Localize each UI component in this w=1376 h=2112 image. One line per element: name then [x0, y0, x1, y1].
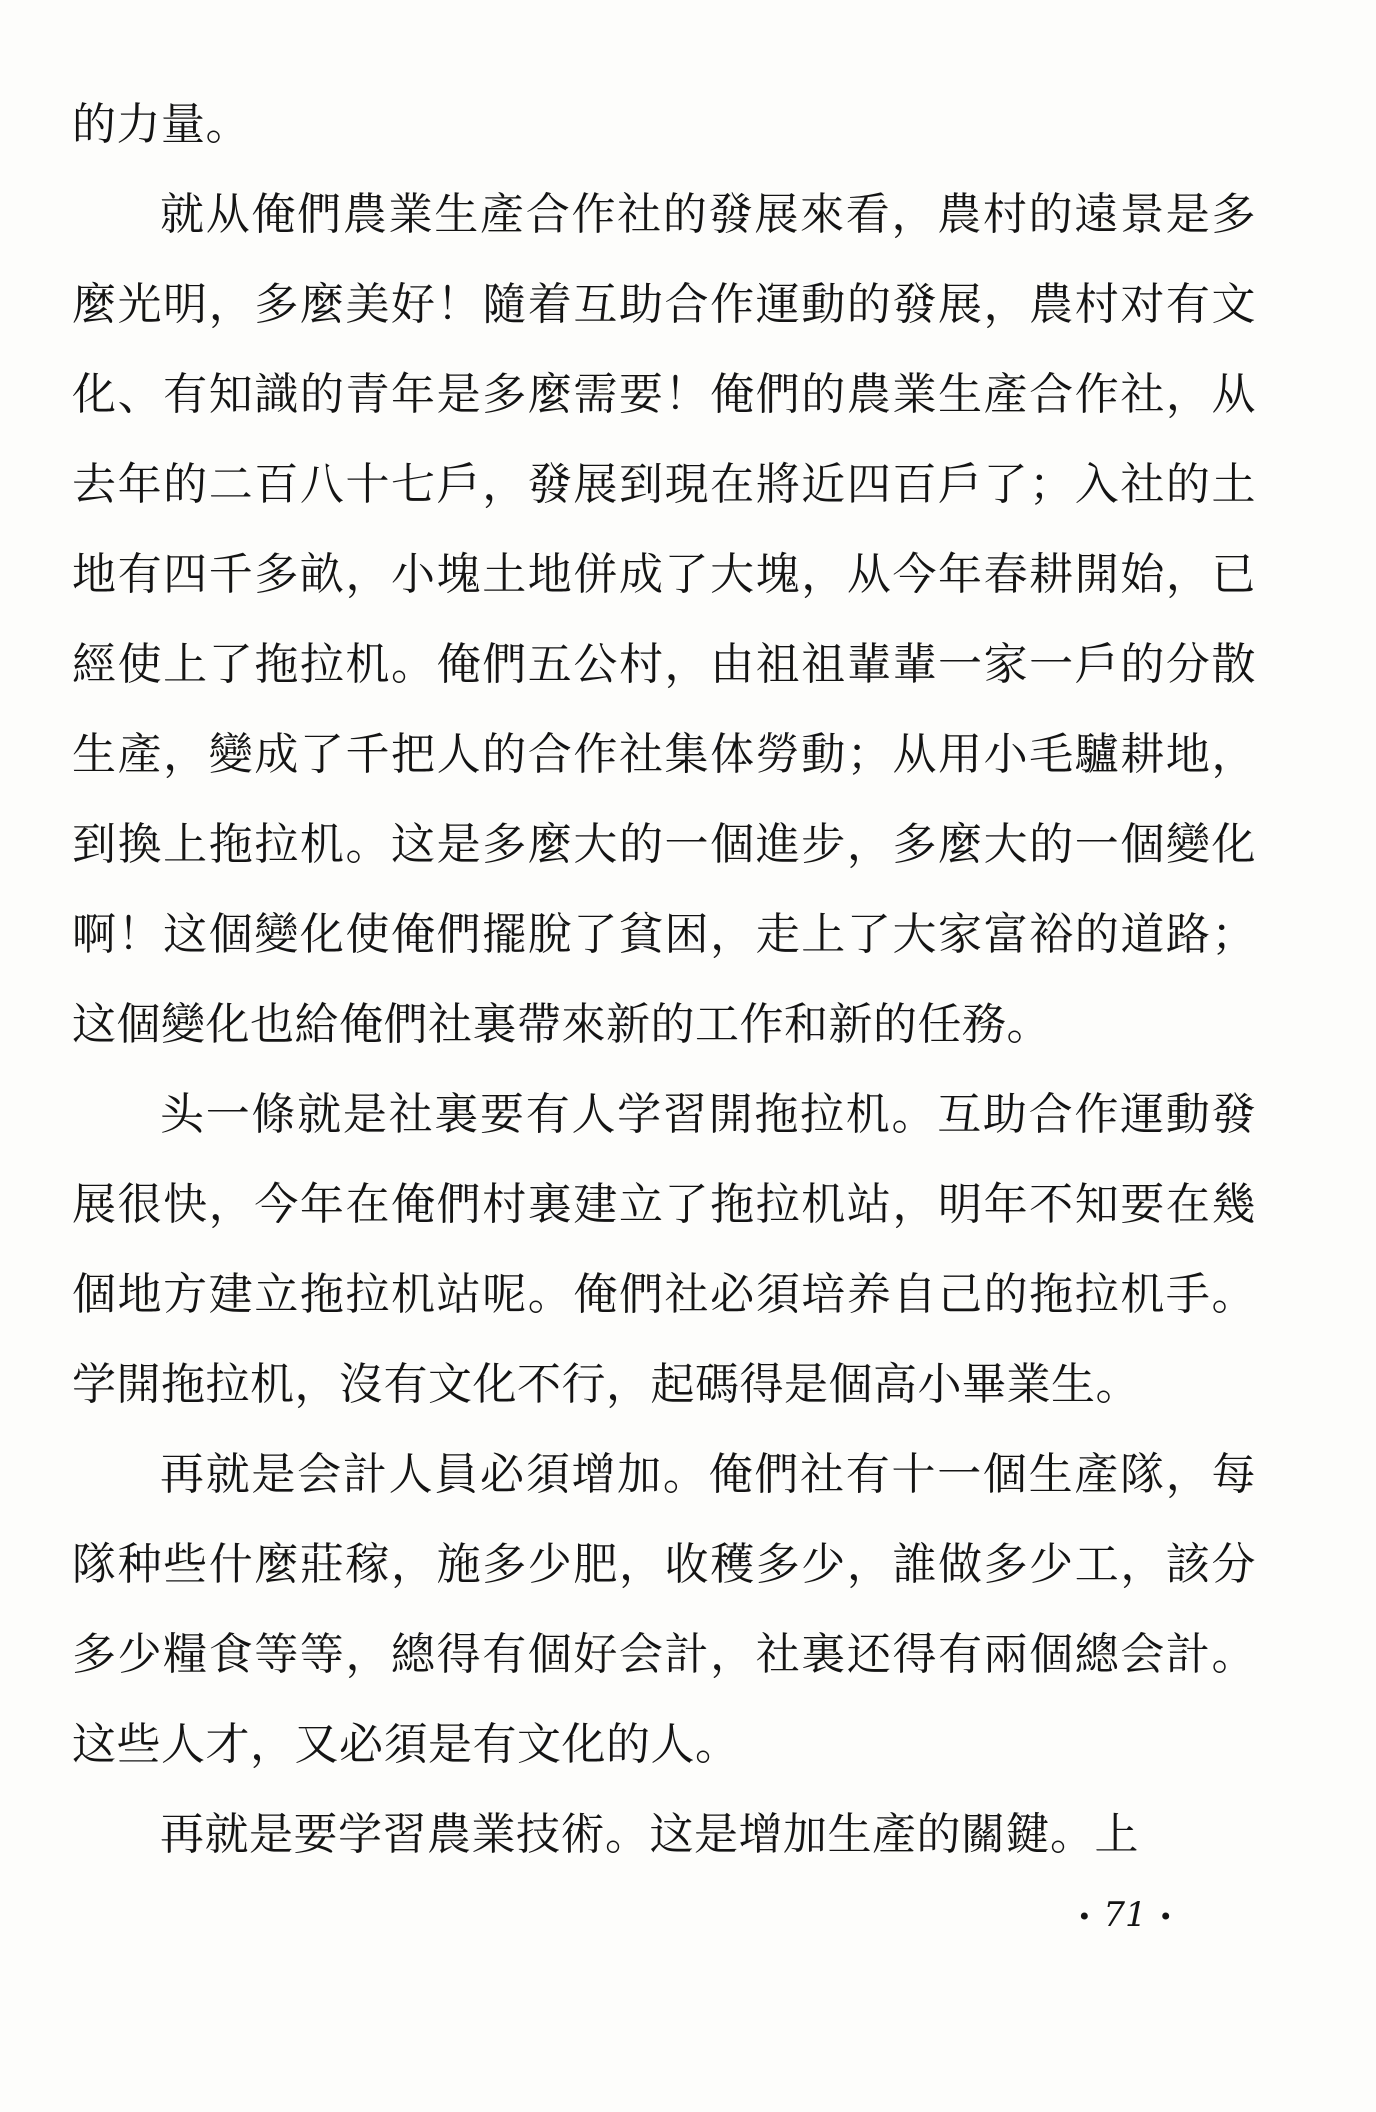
page-number-value: 71	[1103, 1895, 1147, 1935]
paragraph-agri-technique: 再就是要学習農業技術。这是增加生產的關鍵。上	[160, 1809, 1139, 1860]
page-number	[1050, 1895, 1200, 1935]
page-number-dot-right: •	[1158, 1903, 1173, 1931]
page-number-dot-left: •	[1077, 1903, 1092, 1931]
paragraph-accountants: 再就是会計人員必須增加。俺們社有十一個生產隊，每隊种些什麼莊稼，施多少肥，收穫多少，誰做多少工，該分多少糧食等等，總得有個好会計，社裏还得有兩個總会計。这些人才，又必須是有文化的人。	[72, 1449, 1256, 1770]
paragraph-farm-prospects: 就从俺們農業生產合作社的發展來看，農村的遠景是多麼光明，多麼美好！隨着互助合作運動的發展，農村对有文化、有知識的青年是多麼需要！俺們的農業生產合作社，从去年的二百八十七戶，發展到現在將近四百戶了；入社的土地有四千多畝，小塊土地併成了大塊，从今年春耕開始，已經使上了拖拉机。俺們五公村，由祖祖輩輩一家一戶的分散生產，變成了千把人的合作社集体勞動；从用小毛驢耕地，到換上拖拉机。这是多麼大的一個進步，多麼大的一個變化啊！这個變化使俺們擺脫了貧困，走上了大家富裕的道路；这個變化也給俺們社裏帶來新的工作和新的任務。	[72, 189, 1256, 1050]
paragraph-tractor-training: 头一條就是社裏要有人学習開拖拉机。互助合作運動發展很快，今年在俺們村裏建立了拖拉机站，明年不知要在幾個地方建立拖拉机站呢。俺們社必須培养自己的拖拉机手。学開拖拉机，沒有文化不行，起碼得是個高小畢業生。	[72, 1089, 1256, 1410]
body-text	[72, 80, 1256, 1880]
paragraph-continuation: 的力量。	[72, 99, 250, 150]
